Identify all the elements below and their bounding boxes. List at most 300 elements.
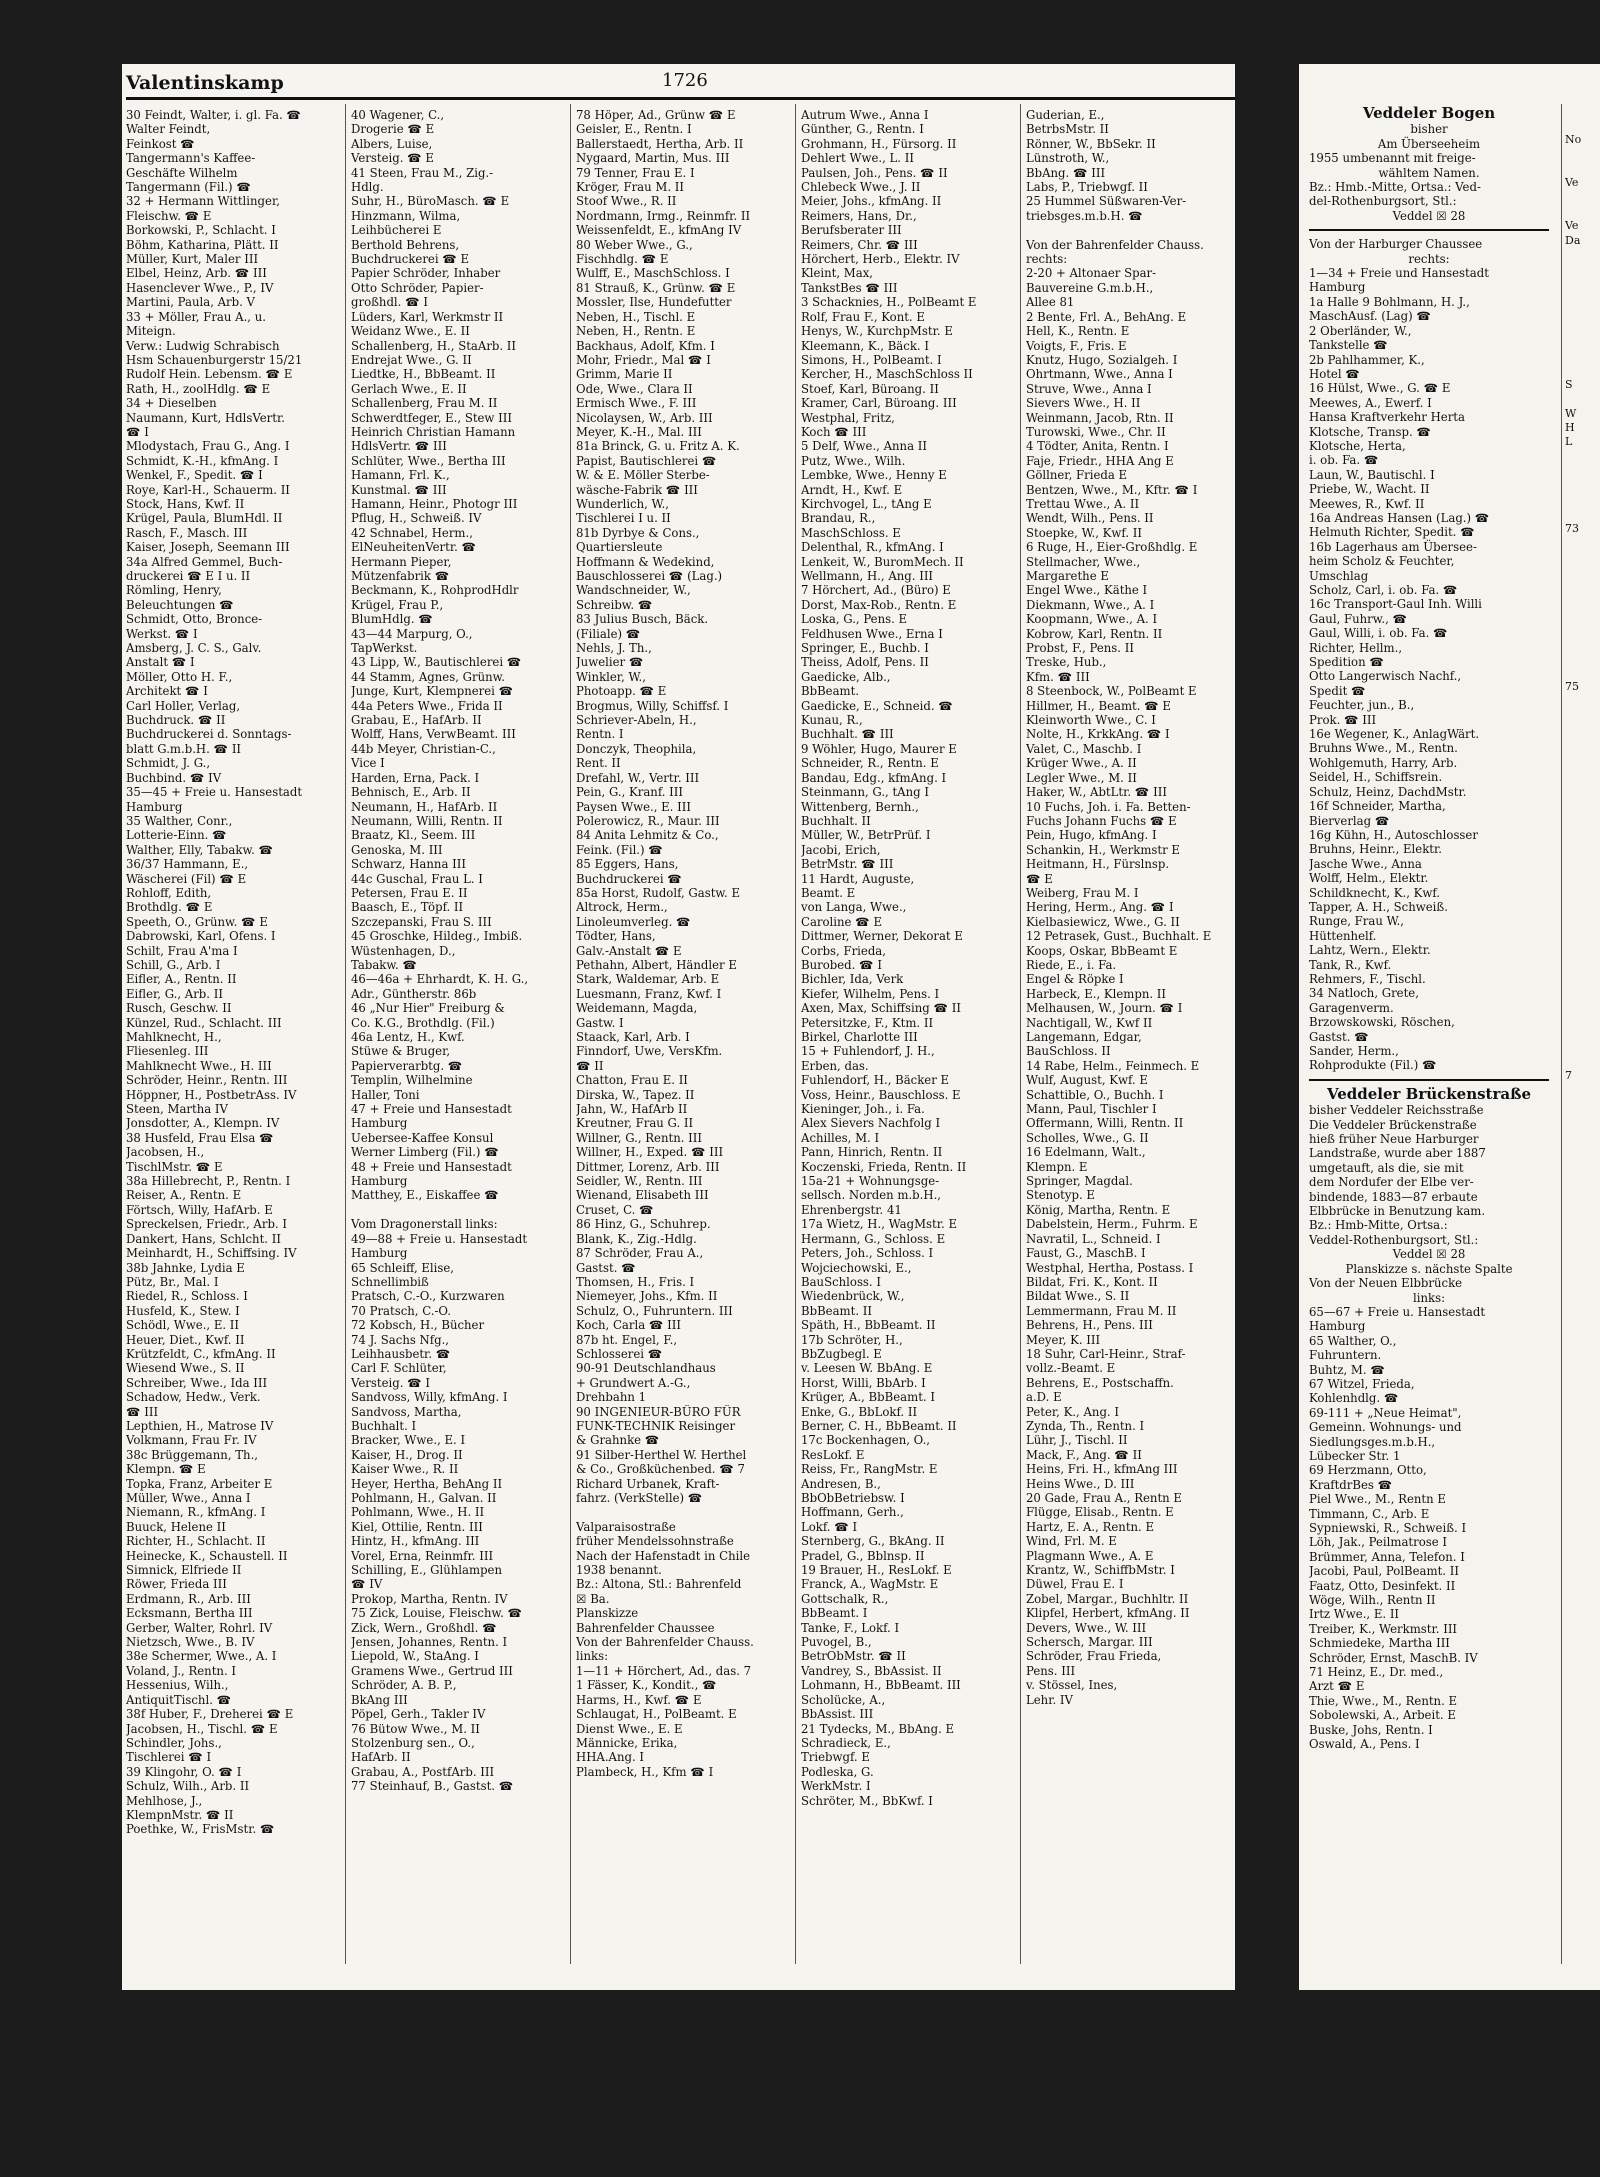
edge-fragment bbox=[1565, 1055, 1600, 1069]
entry-line: Krügel, Paula, BlumHdl. II bbox=[126, 511, 283, 526]
entry-line: 40 Wagener, C., bbox=[351, 108, 445, 122]
entry-line: 5 Delf, Wwe., Anna II bbox=[801, 439, 928, 454]
entry-line: Richter, Hellm., bbox=[1309, 640, 1403, 655]
entry-line: Delenthal, R., kfmAng. I bbox=[801, 540, 944, 555]
edge-fragment bbox=[1565, 925, 1600, 939]
entry-line: Wolff, Hans, VerwBeamt. III bbox=[351, 727, 516, 742]
entry-line: Liepold, W., StaAng. I bbox=[351, 1649, 479, 1664]
entry-line: 14 Rabe, Helm., Feinmech. E bbox=[1026, 1058, 1200, 1073]
entry-line: Zobel, Margar., Buchhltr. II bbox=[1026, 1591, 1189, 1606]
entry-line: Dabelstein, Herm., Fuhrm. E bbox=[1026, 1217, 1198, 1232]
right-page-column bbox=[1309, 104, 1549, 1752]
entry-line: 67 Witzel, Frieda, bbox=[1309, 1376, 1415, 1391]
entry-line: Bz.: Altona, Stl.: Bahrenfeld bbox=[576, 1577, 742, 1592]
entry-line: 2 Bente, Frl. A., BehAng. E bbox=[1026, 309, 1187, 324]
entry-line: Photoapp. ☎ E bbox=[576, 684, 667, 699]
entry-line: 69 Herzmann, Otto, bbox=[1309, 1463, 1427, 1478]
entry-line: Elbbrücke in Benutzung kam. bbox=[1309, 1204, 1486, 1219]
entry-line bbox=[351, 1203, 567, 1217]
entry-line: Simons, H., PolBeamt. I bbox=[801, 352, 942, 367]
entry-line: 16 Hülst, Wwe., G. ☎ E bbox=[1309, 381, 1451, 396]
edge-fragment bbox=[1565, 1040, 1600, 1054]
entry-line: Pöpel, Gerh., Takler IV bbox=[351, 1707, 486, 1722]
entry-line: Gaul, Fuhrw., ☎ bbox=[1309, 611, 1408, 626]
entry-line: Buske, Johs, Rentn. I bbox=[1309, 1722, 1433, 1737]
entry-line: Voss, Heinr., Bauschloss. E bbox=[801, 1087, 961, 1102]
entry-line: Hoffmann & Wedekind, bbox=[576, 554, 715, 569]
entry-line: Scholücke, A., bbox=[801, 1692, 886, 1707]
entry-line: Valparaisostraße bbox=[576, 1519, 676, 1534]
entry-line: Bildat Wwe., S. II bbox=[1026, 1289, 1130, 1304]
entry-line: Schwarz, Hanna III bbox=[351, 857, 466, 872]
entry-line: Krüger, A., BbBeamt. I bbox=[801, 1390, 935, 1405]
entry-line: Neumann, H., HafArb. II bbox=[351, 799, 498, 814]
entry-line: 79 Tenner, Frau E. I bbox=[576, 165, 695, 180]
entry-line: bindende, 1883—87 erbaute bbox=[1309, 1189, 1478, 1204]
entry-line: Lokf. ☎ I bbox=[801, 1519, 858, 1534]
entry-line: Prok. ☎ III bbox=[1309, 712, 1377, 727]
entry-line: Schriever-Abeln, H., bbox=[576, 713, 697, 728]
entry-line: Willner, G., Rentn. III bbox=[576, 1130, 703, 1145]
entry-line: Haller, Toni bbox=[351, 1087, 420, 1102]
entry-line: Hamburg bbox=[1309, 1319, 1366, 1334]
entry-line: Förtsch, Willy, HafArb. E bbox=[126, 1202, 273, 1217]
entry-line: 32 + Hermann Wittlinger, bbox=[126, 194, 280, 209]
entry-line: Gastst. ☎ bbox=[1309, 1029, 1369, 1044]
entry-line: 43 Lipp, W., Bautischlerei ☎ bbox=[351, 655, 522, 670]
entry-line: Göllner, Frieda E bbox=[1026, 468, 1128, 483]
entry-line: Riedel, R., Schloss. I bbox=[126, 1289, 248, 1304]
entry-line: Buchhalt. I bbox=[351, 1418, 417, 1433]
entry-line: Männicke, Erika, bbox=[576, 1735, 678, 1750]
entry-line: vollz.-Beamt. E bbox=[1026, 1361, 1116, 1376]
entry-line: 44 Stamm, Agnes, Grünw. bbox=[351, 669, 505, 684]
entry-line: Juwelier ☎ bbox=[576, 655, 644, 670]
entry-line: Podleska, G. bbox=[801, 1764, 874, 1779]
entry-line: Tankstelle ☎ bbox=[1309, 338, 1388, 353]
entry-line: BbZugbegl. E bbox=[801, 1346, 882, 1361]
entry-line: Guderian, E., bbox=[1026, 108, 1105, 122]
entry-line: Spedit ☎ bbox=[1309, 683, 1366, 698]
entry-line: Werner Limberg (Fil.) ☎ bbox=[351, 1145, 499, 1160]
entry-line: Runge, Frau W., bbox=[1309, 914, 1404, 929]
entry-line: v. Leesen W. BbAng. E bbox=[801, 1361, 933, 1376]
entry-line: Schradieck, E., bbox=[801, 1735, 891, 1750]
entry-line: Grabau, E., HafArb. II bbox=[351, 713, 482, 728]
entry-line: 12 Petrasek, Gust., Buchhalt. E bbox=[1026, 929, 1212, 944]
edge-fragment: Ve bbox=[1565, 176, 1579, 190]
entry-line: Bentzen, Wwe., M., Kftr. ☎ I bbox=[1026, 482, 1198, 497]
edge-fragment: 73 bbox=[1565, 521, 1579, 535]
entry-line: Planskizze s. nächste Spalte bbox=[1345, 1261, 1513, 1276]
entry-line: Hamann, Frl. K., bbox=[351, 468, 450, 483]
entry-line: 1—11 + Hörchert, Ad., das. 7 bbox=[576, 1663, 752, 1678]
entry-line: Schersch, Margar. III bbox=[1026, 1635, 1153, 1650]
entry-line: Polerowicz, R., Maur. III bbox=[576, 813, 720, 828]
entry-line: Klotsche, Transp. ☎ bbox=[1309, 424, 1431, 439]
entry-line: 41 Steen, Frau M., Zig.- bbox=[351, 165, 494, 180]
edge-fragment bbox=[1565, 623, 1600, 637]
column-1 bbox=[126, 108, 342, 1837]
entry-line: Gerber, Walter, Rohrl. IV bbox=[126, 1620, 273, 1635]
entry-line: KraftdrBes ☎ bbox=[1309, 1477, 1393, 1492]
edge-fragment bbox=[1565, 868, 1600, 882]
entry-line: Stoof Wwe., R. II bbox=[576, 194, 677, 209]
entry-line: Volkmann, Frau Fr. IV bbox=[126, 1433, 257, 1448]
entry-line: 16a Andreas Hansen (Lag.) ☎ bbox=[1309, 510, 1490, 525]
entry-line: Von der Bahrenfelder Chauss. bbox=[1026, 237, 1204, 252]
entry-line: Schlüter, Wwe., Bertha III bbox=[351, 453, 506, 468]
entry-line: Schmidt, Otto, Bronce- bbox=[126, 612, 263, 627]
entry-line: Jacobi, Paul, PolBeamt. II bbox=[1309, 1564, 1459, 1579]
entry-line: Buchbind. ☎ IV bbox=[126, 770, 222, 785]
entry-line: Chlebeck Wwe., J. II bbox=[801, 180, 921, 195]
entry-line: i. ob. Fa. ☎ bbox=[1309, 453, 1379, 468]
entry-line: Pethahn, Albert, Händler E bbox=[576, 957, 737, 972]
entry-line: Mehlhose, J., bbox=[126, 1793, 203, 1808]
column-2 bbox=[351, 108, 567, 1794]
entry-line: Löh, Jak., Peilmatrose I bbox=[1309, 1535, 1447, 1550]
entry-line: ☎ III bbox=[126, 1404, 159, 1419]
entry-line: Römling, Henry, bbox=[126, 583, 222, 598]
edge-fragment bbox=[1565, 551, 1600, 565]
entry-line: Reiss, Fr., RangMstr. E bbox=[801, 1462, 938, 1477]
entry-line: Pütz, Br., Mal. I bbox=[126, 1274, 219, 1289]
entry-line: Kaiser, H., Drog. II bbox=[351, 1447, 463, 1462]
entry-line: 90 INGENIEUR-BÜRO FÜR bbox=[576, 1404, 741, 1419]
entry-line: 16g Kühn, H., Autoschlosser bbox=[1309, 827, 1478, 842]
entry-line: Erben, das. bbox=[801, 1058, 869, 1073]
entry-line: Staack, Karl, Arb. I bbox=[576, 1030, 690, 1044]
entry-line: Schröder, Frau Frieda, bbox=[1026, 1649, 1162, 1664]
entry-line: 74 J. Sachs Nfg., bbox=[351, 1332, 450, 1347]
entry-line: Chatton, Frau E. II bbox=[576, 1073, 688, 1088]
entry-line: ☎ I bbox=[126, 424, 149, 439]
entry-line: Bauschlosserei ☎ (Lag.) bbox=[576, 569, 723, 583]
entry-line: Allee 81 bbox=[1026, 295, 1075, 310]
entry-line: Steinmann, G., tAng I bbox=[801, 785, 929, 800]
entry-line: Geschäfte Wilhelm bbox=[126, 165, 238, 180]
entry-line: 87 Schröder, Frau A., bbox=[576, 1246, 704, 1261]
entry-line: Drehbahn 1 bbox=[576, 1390, 647, 1405]
entry-line: Kiel, Ottilie, Rentn. III bbox=[351, 1519, 483, 1534]
entry-line: Hintz, H., kfmAng. III bbox=[351, 1534, 480, 1549]
entry-line: 69-111 + „Neue Heimat", bbox=[1309, 1405, 1462, 1420]
entry-line: BlumHdlg. ☎ bbox=[351, 612, 433, 627]
entry-line: Klempn. E bbox=[1026, 1159, 1088, 1174]
entry-line: 1 Fässer, K., Kondit., ☎ bbox=[576, 1678, 717, 1693]
entry-line: druckerei ☎ E I u. II bbox=[126, 569, 251, 583]
entry-line: Lenkeit, W., BuromMech. II bbox=[801, 554, 964, 569]
entry-line: 6 Ruge, H., Eier-Großhdlg. E bbox=[1026, 540, 1198, 555]
edge-fragment bbox=[1565, 479, 1600, 493]
entry-line: 36/37 Hammann, E., bbox=[126, 857, 249, 872]
entry-line: Heyer, Hertha, BehAng II bbox=[351, 1476, 503, 1491]
entry-line: Werkst. ☎ I bbox=[126, 626, 198, 641]
entry-line: 85a Horst, Rudolf, Gastw. E bbox=[576, 885, 740, 900]
entry-line: Margarethe E bbox=[1026, 569, 1109, 583]
entry-line: Valet, C., Maschb. I bbox=[1026, 741, 1142, 756]
entry-line: Lotterie-Einn. ☎ bbox=[126, 828, 227, 843]
entry-line: Loska, G., Pens. E bbox=[801, 612, 908, 627]
entry-line: 34 Natloch, Grete, bbox=[1309, 986, 1419, 1001]
entry-line: Harbeck, E., Klempn. II bbox=[1026, 986, 1167, 1001]
entry-line: Enke, G., BbLokf. II bbox=[801, 1404, 918, 1419]
entry-line: Dorst, Max-Rob., Rentn. E bbox=[801, 597, 957, 612]
entry-line: Späth, H., BbBeamt. II bbox=[801, 1318, 936, 1333]
entry-line: BauSchloss. I bbox=[801, 1274, 881, 1289]
edge-fragment bbox=[1565, 637, 1600, 651]
entry-line: Zick, Wern., Großhdl. ☎ bbox=[351, 1620, 497, 1635]
entry-line: Eifler, G., Arb. II bbox=[126, 986, 223, 1001]
entry-line: 3 Schacknies, H., PolBeamt E bbox=[801, 295, 977, 310]
entry-line: MaschSchloss. E bbox=[801, 525, 901, 540]
edge-fragment bbox=[1565, 796, 1600, 810]
entry-line: Grimm, Marie II bbox=[576, 367, 673, 382]
entry-line: Piel Wwe., M., Rentn E bbox=[1309, 1492, 1446, 1507]
entry-line: Treske, Hub., bbox=[1026, 655, 1107, 670]
entry-line: Mohr, Friedr., Mal ☎ I bbox=[576, 352, 711, 367]
entry-line: Meinhardt, H., Schiffsing. IV bbox=[126, 1246, 297, 1261]
entry-line: MaschAusf. (Lag) ☎ bbox=[1309, 309, 1431, 324]
entry-line: Ehrenbergstr. 41 bbox=[801, 1202, 902, 1217]
edge-fragment bbox=[1565, 695, 1600, 709]
entry-line: Müller, Wwe., Anna I bbox=[126, 1491, 251, 1505]
entry-line: Sander, Herm., bbox=[1309, 1044, 1399, 1058]
entry-line: Bruhns Wwe., M., Rentn. bbox=[1309, 741, 1458, 756]
entry-line: 1—34 + Freie und Hansestadt bbox=[1309, 266, 1489, 281]
entry-line: Hörchert, Herb., Elektr. IV bbox=[801, 252, 960, 267]
entry-line: König, Martha, Rentn. E bbox=[1026, 1202, 1171, 1217]
entry-line: Neben, H., Tischl. E bbox=[576, 309, 696, 324]
entry-line: 70 Pratsch, C.-O. bbox=[351, 1303, 452, 1318]
edge-fragment bbox=[1565, 277, 1600, 291]
entry-line: Wunderlich, W., bbox=[576, 496, 669, 511]
edge-fragment bbox=[1565, 709, 1600, 723]
entry-line: Vice I bbox=[351, 756, 385, 771]
entry-line: Buchdruckerei d. Sonntags- bbox=[126, 727, 292, 742]
entry-line: Feldhusen Wwe., Erna I bbox=[801, 626, 943, 641]
entry-line: Schröder, Ernst, MaschB. IV bbox=[1309, 1650, 1478, 1665]
cut-off-column bbox=[1565, 104, 1600, 1084]
entry-line: (Filiale) ☎ bbox=[576, 626, 641, 641]
entry-line: Am Überseeheim bbox=[1377, 136, 1481, 151]
entry-line: Willner, H., Exped. ☎ III bbox=[576, 1145, 724, 1160]
entry-line: Gastw. I bbox=[576, 1015, 624, 1030]
entry-line: Pflug, H., Schweiß. IV bbox=[351, 511, 482, 526]
entry-line: Krützfeldt, C., kfmAng. II bbox=[126, 1346, 276, 1361]
entry-line: Schlaugat, H., PolBeamt. E bbox=[576, 1707, 737, 1722]
entry-line: Zynda, Th., Rentn. I bbox=[1026, 1418, 1145, 1433]
entry-line: Mahlknecht Wwe., H. III bbox=[126, 1058, 272, 1073]
entry-line: Wohlgemuth, Harry, Arb. bbox=[1309, 755, 1458, 770]
entry-line: Hamburg bbox=[351, 1174, 408, 1189]
entry-line: Voigts, F., Fris. E bbox=[1026, 338, 1127, 353]
entry-line: Drogerie ☎ E bbox=[351, 122, 435, 137]
entry-line: Altrock, Herm., bbox=[576, 900, 668, 915]
entry-line: Liedtke, H., BbBeamt. II bbox=[351, 367, 496, 382]
entry-line: Rolf, Frau F., Kont. E bbox=[801, 309, 925, 324]
entry-line: Pohlmann, Wwe., H. II bbox=[351, 1505, 485, 1520]
entry-line: Co. K.G., Brothdlg. (Fil.) bbox=[351, 1015, 495, 1030]
entry-line: Dittmer, Lorenz, Arb. III bbox=[576, 1159, 720, 1174]
entry-line: Pohlmann, H., Galvan. II bbox=[351, 1491, 497, 1505]
entry-line: Baasch, E., Töpf. II bbox=[351, 900, 464, 915]
entry-line: Szczepanski, Frau S. III bbox=[351, 914, 492, 929]
entry-line: Endrejat Wwe., G. II bbox=[351, 352, 472, 367]
entry-line: links: bbox=[1412, 1290, 1446, 1305]
entry-line: Blank, K., Zig.-Hdlg. bbox=[576, 1231, 697, 1246]
right-page bbox=[1299, 64, 1600, 1990]
column-divider bbox=[570, 104, 571, 1964]
edge-fragment bbox=[1565, 752, 1600, 766]
entry-line: Eifler, A., Rentn. II bbox=[126, 972, 237, 987]
entry-line: Rent. II bbox=[576, 756, 621, 771]
entry-line: Fuhruntern. bbox=[1309, 1348, 1382, 1363]
entry-line: Von der Bahrenfelder Chauss. bbox=[576, 1635, 754, 1650]
entry-line: Mann, Paul, Tischler I bbox=[1026, 1102, 1157, 1117]
entry-line: Tank, R., Kwf. bbox=[1309, 957, 1392, 972]
entry-line: Gaul, Willi, i. ob. Fa. ☎ bbox=[1309, 626, 1448, 641]
entry-line: Beamt. E bbox=[801, 885, 856, 900]
entry-line: Heinecke, K., Schaustell. II bbox=[126, 1548, 288, 1563]
entry-line: FUNK-TECHNIK Reisinger bbox=[576, 1418, 736, 1433]
entry-line: Rath, H., zoolHdlg. ☎ E bbox=[126, 381, 271, 396]
entry-line: Böhm, Katharina, Plätt. II bbox=[126, 237, 279, 252]
entry-line: Nietzsch, Wwe., B. IV bbox=[126, 1635, 255, 1650]
entry-line: 39 Klingohr, O. ☎ I bbox=[126, 1764, 242, 1779]
entry-line: Koops, Oskar, BbBeamt E bbox=[1026, 943, 1178, 958]
entry-line: Günther, G., Rentn. I bbox=[801, 122, 924, 137]
entry-line: Heuer, Diet., Kwf. II bbox=[126, 1332, 245, 1347]
entry-line: Achilles, M. I bbox=[801, 1130, 880, 1145]
entry-line: 17a Wietz, H., WagMstr. E bbox=[801, 1217, 958, 1232]
entry-line: Weidemann, Magda, bbox=[576, 1001, 698, 1016]
column-3 bbox=[576, 108, 792, 1779]
edge-fragment bbox=[1565, 262, 1600, 276]
entry-line: umgetauft, als die, sie mit bbox=[1309, 1160, 1464, 1175]
entry-line: Rasch, F., Masch. III bbox=[126, 525, 248, 540]
entry-line: Kobrow, Karl, Rentn. II bbox=[1026, 626, 1163, 641]
entry-line: Vorel, Erna, Reinmfr. III bbox=[351, 1548, 494, 1563]
entry-line: 46 „Nur Hier" Freiburg & bbox=[351, 1001, 505, 1016]
entry-line: Birkel, Charlotte III bbox=[801, 1030, 918, 1044]
entry-line: Kaiser Wwe., R. II bbox=[351, 1462, 459, 1477]
entry-line: großhdl. ☎ I bbox=[351, 295, 428, 310]
entry-line: Timmann, C., Arb. E bbox=[1309, 1506, 1430, 1521]
edge-fragment bbox=[1565, 853, 1600, 867]
entry-line: BbBeamt. I bbox=[801, 1606, 868, 1621]
entry-line: Schnellimbiß bbox=[351, 1274, 429, 1289]
column-5 bbox=[1026, 108, 1231, 1707]
entry-line: Kaiser, Joseph, Seemann III bbox=[126, 540, 290, 555]
entry-line: Labs, P., Triebwgf. II bbox=[1026, 180, 1148, 195]
entry-line: a.D. E bbox=[1026, 1390, 1062, 1405]
entry-line: 84 Anita Lehmitz & Co., bbox=[576, 828, 719, 843]
entry-line: Scholz, Carl, i. ob. Fa. ☎ bbox=[1309, 583, 1458, 597]
entry-line: 25 Hummel Süßwaren-Ver- bbox=[1026, 194, 1187, 209]
entry-line: Krügel, Frau P., bbox=[351, 597, 444, 612]
entry-line: Behrens, E., Postschaffn. bbox=[1026, 1375, 1174, 1390]
entry-line: Fuchs Johann Fuchs ☎ E bbox=[1026, 813, 1177, 828]
entry-line: Wenkel, F., Spedit. ☎ I bbox=[126, 468, 263, 483]
entry-line: 65 Schleiff, Elise, bbox=[351, 1260, 455, 1275]
entry-line: ResLokf. E bbox=[801, 1447, 865, 1462]
entry-line: Nach der Hafenstadt in Chile bbox=[576, 1548, 751, 1563]
entry-line: Trettau Wwe., A. II bbox=[1026, 496, 1140, 511]
entry-line: Architekt ☎ I bbox=[126, 684, 208, 699]
entry-line: Nehls, J. Th., bbox=[576, 641, 652, 656]
entry-line: Krüger Wwe., A. II bbox=[1026, 756, 1137, 771]
entry-line: Speeth, O., Grünw. ☎ E bbox=[126, 914, 268, 929]
entry-line: Klipfel, Herbert, kfmAng. II bbox=[1026, 1606, 1190, 1621]
entry-line: ☎ IV bbox=[351, 1577, 383, 1592]
edge-fragment: Ve bbox=[1565, 219, 1579, 233]
entry-line: Nygaard, Martin, Mus. III bbox=[576, 151, 730, 166]
entry-line: 81 Strauß, K., Grünw. ☎ E bbox=[576, 280, 736, 295]
entry-line: hieß früher Neue Harburger bbox=[1309, 1132, 1479, 1147]
edge-fragment bbox=[1565, 767, 1600, 781]
entry-line: rechts: bbox=[1026, 252, 1068, 267]
entry-line: Irtz Wwe., E. II bbox=[1309, 1607, 1400, 1622]
entry-line: Steen, Martha IV bbox=[126, 1102, 228, 1117]
entry-line: Pann, Hinrich, Rentn. II bbox=[801, 1145, 943, 1160]
entry-line: Reimers, Hans, Dr., bbox=[801, 208, 917, 223]
entry-line: Franck, A., WagMstr. E bbox=[801, 1577, 939, 1592]
edge-fragment bbox=[1565, 983, 1600, 997]
entry-line: Ecksmann, Bertha III bbox=[126, 1606, 253, 1621]
entry-line: Putz, Wwe., Wilh. bbox=[801, 453, 906, 468]
entry-line: Wienand, Elisabeth III bbox=[576, 1188, 709, 1203]
entry-line: Bz.: Hmb.-Mitte, Ortsa.: Ved- bbox=[1309, 180, 1481, 195]
entry-line: Westphal, Hertha, Postass. I bbox=[1026, 1260, 1194, 1275]
entry-line: Wäscherei (Fil) ☎ E bbox=[126, 871, 247, 886]
entry-line: Tanke, F., Lokf. I bbox=[801, 1620, 900, 1635]
section-rule bbox=[1309, 1079, 1549, 1081]
entry-line: Krantz, W., SchiffbMstr. I bbox=[1026, 1563, 1175, 1578]
entry-line: Langemann, Edgar, bbox=[1026, 1030, 1142, 1044]
entry-line: Schröder, Heinr., Rentn. III bbox=[126, 1073, 288, 1088]
entry-line: 81a Brinck, G. u. Fritz A. K. bbox=[576, 439, 740, 454]
entry-line: 35—45 + Freie u. Hansestadt bbox=[126, 785, 303, 800]
entry-line: Richard Urbanek, Kraft- bbox=[576, 1476, 720, 1491]
entry-line: Gramens Wwe., Gertrud III bbox=[351, 1663, 513, 1678]
edge-fragment bbox=[1565, 738, 1600, 752]
entry-line: Dankert, Hans, Schlcht. II bbox=[126, 1231, 281, 1246]
entry-line: BauSchloss. II bbox=[1026, 1044, 1111, 1059]
entry-line: Petersitzke, F., Ktm. II bbox=[801, 1015, 934, 1030]
entry-line: Beckmann, K., RohprodHdlr bbox=[351, 583, 519, 598]
entry-line: Wittenberg, Bernh., bbox=[801, 799, 919, 814]
entry-line: Genoska, M. III bbox=[351, 842, 443, 857]
entry-line: Wiesend Wwe., S. II bbox=[126, 1361, 245, 1376]
entry-line: 87b ht. Engel, F., bbox=[576, 1332, 678, 1347]
entry-line: 43—44 Marpurg, O., bbox=[351, 626, 473, 641]
entry-line: Tabakw. ☎ bbox=[351, 957, 417, 972]
entry-line: Pein, G., Kranf. III bbox=[576, 785, 684, 800]
entry-line: Leihbücherei E bbox=[351, 223, 442, 238]
entry-line: Papier Schröder, Inhaber bbox=[351, 266, 501, 281]
entry-line: Roye, Karl-H., Schauerm. II bbox=[126, 482, 290, 497]
entry-line: Hering, Herm., Ang. ☎ I bbox=[1026, 900, 1174, 915]
entry-line: 44a Peters Wwe., Frida II bbox=[351, 698, 503, 713]
entry-line: Hamann, Heinr., Photogr III bbox=[351, 496, 518, 511]
entry-line: Westphal, Fritz, bbox=[801, 410, 895, 425]
entry-line: Kieninger, Joh., i. Fa. bbox=[801, 1102, 925, 1117]
entry-line: Borkowski, P., Schlacht. I bbox=[126, 223, 276, 238]
entry-line: bisher bbox=[1410, 122, 1448, 137]
entry-line: 80 Weber Wwe., G., bbox=[576, 237, 693, 252]
